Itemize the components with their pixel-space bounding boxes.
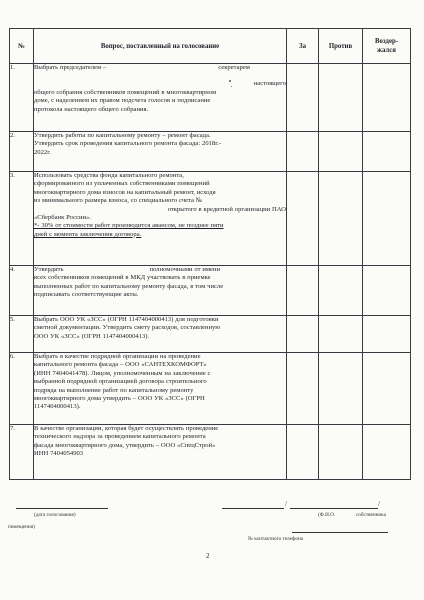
vote-abstain-cell[interactable]: [363, 316, 411, 353]
fio-line[interactable]: [290, 508, 378, 509]
phone-line[interactable]: [292, 532, 388, 533]
question-line: многоквартирного дома взносов на капитальный ремонт, исходя: [34, 188, 216, 196]
row-number: 2.: [10, 132, 34, 172]
header-number: №: [10, 29, 34, 64]
signature-line[interactable]: [222, 508, 284, 509]
vote-for-cell[interactable]: [287, 132, 319, 172]
table-row: [10, 64, 411, 132]
question-line: подписывать соответствующие акты.: [34, 291, 139, 299]
header-abstain-line1: Воздер-: [374, 38, 399, 45]
date-line[interactable]: [16, 508, 108, 509]
row-number: 6.: [10, 353, 34, 425]
date-label: (дата голосования): [34, 512, 76, 518]
vote-for-cell[interactable]: [287, 316, 319, 353]
row-number: 5.: [10, 316, 34, 353]
separator-2: /: [378, 500, 380, 508]
fio-label: (Ф.И.О.: [318, 512, 336, 518]
vote-against-cell[interactable]: [319, 132, 363, 172]
question-text: [34, 132, 287, 172]
question-text: [34, 316, 287, 353]
question-line: (ИНН 7404041478). Лицом, уполномоченным на заключение с: [34, 369, 211, 377]
scan-speck: [229, 80, 231, 82]
separator-1: /: [285, 500, 287, 508]
scan-speck: [231, 86, 232, 87]
row-number: 1.: [10, 64, 34, 132]
question-line: «Сбербанк России».: [34, 214, 91, 222]
question-line: Утвердить срок проведения капитального ремонта фасада: 2018г.-: [34, 140, 222, 148]
vote-abstain-cell[interactable]: [363, 353, 411, 425]
table-row: [10, 425, 411, 480]
question-text: [34, 353, 287, 425]
question-line: настоящего: [253, 80, 286, 88]
question-line: Выбрать председателем – секретарем: [34, 64, 250, 71]
header-question: Вопрос, поставленный на голосование: [34, 29, 287, 64]
vote-abstain-cell[interactable]: [363, 266, 411, 316]
vote-abstain-cell[interactable]: [363, 64, 411, 132]
question-line: доме, с наделением их правом подсчета голосов и подписание: [34, 97, 211, 105]
table-row: [10, 132, 411, 172]
question-line: открытого в кредитной организации ПАО: [167, 205, 286, 213]
question-line: сформированного из уплаченных собственниками помещений: [34, 180, 210, 188]
question-text: [34, 172, 287, 266]
vote-against-cell[interactable]: [319, 172, 363, 266]
table-header-row: [10, 29, 411, 64]
vote-for-cell[interactable]: [287, 353, 319, 425]
vote-for-cell[interactable]: [287, 266, 319, 316]
question-line: многоквартирного дома утвердить – ООО УК «ЗСС» (ОГРН: [34, 395, 205, 403]
question-line: Использовать средства фонда капитального ремонта,: [34, 172, 184, 179]
header-against: Против: [319, 29, 363, 64]
vote-against-cell[interactable]: [319, 266, 363, 316]
question-line: фасада многоквартирного дома, утвердить – ООО «СпецСтрой»: [34, 441, 216, 449]
table-row: [10, 316, 411, 353]
question-line: 2022г.: [34, 148, 51, 156]
question-line: подряда на выполнение работ по капитальному ремонту: [34, 386, 194, 394]
page-number: 2: [206, 552, 210, 560]
header-for: За: [287, 29, 319, 64]
vote-for-cell[interactable]: [287, 172, 319, 266]
question-line: Утвердить полномочными от имени: [34, 266, 221, 273]
question-line: протокола настоящего общего собрания.: [34, 105, 149, 113]
header-abstain-line2: жался: [377, 47, 396, 54]
question-line: выбранной подрядной организацией договора строительного: [34, 378, 207, 386]
question-line: *- 30% от стоимости работ производится авансом, не позднее пяти: [34, 222, 224, 230]
question-line: выполненных работ по капитальному ремонту фасада, в том числе: [34, 282, 224, 290]
question-line: капитального ремонта фасада – ООО «САНТЕХКОМФОРТ»: [34, 361, 207, 369]
vote-abstain-cell[interactable]: [363, 425, 411, 480]
question-line: ООО УК «ЗСС» (ОГРН 1147404000413).: [34, 332, 150, 340]
vote-for-cell[interactable]: [287, 425, 319, 480]
question-line: Утвердить работы по капитальному ремонту – ремонт фасада.: [34, 132, 211, 139]
row-number: 7.: [10, 425, 34, 480]
phone-label: № контактного телефона: [248, 536, 304, 542]
question-text: [34, 425, 287, 480]
question-line: Выбрать в качестве подрядной организации на проведение: [34, 353, 201, 360]
question-line: 1147404000413).: [34, 403, 81, 411]
question-line: В качестве организации, которая будет осуществлять проведение: [34, 425, 219, 432]
vote-against-cell[interactable]: [319, 64, 363, 132]
vote-against-cell[interactable]: [319, 425, 363, 480]
table-row: [10, 353, 411, 425]
voting-table: [9, 28, 411, 480]
premises-label: помещения): [8, 524, 35, 530]
question-line: из минимального размера взноса, со специального счета №: [34, 197, 203, 205]
question-line: сметной документации. Утвердить смету расходов, составленную: [34, 324, 221, 332]
question-line: всех собственников помещений в МКД участвовать в приемке: [34, 274, 211, 282]
header-abstain: [363, 29, 411, 64]
row-number: 4.: [10, 266, 34, 316]
table-row: [10, 172, 411, 266]
question-line: общего собрания собственников помещений в многоквартирном: [34, 88, 217, 96]
vote-against-cell[interactable]: [319, 316, 363, 353]
vote-against-cell[interactable]: [319, 353, 363, 425]
question-line: ИНН 7404054903: [34, 450, 84, 458]
owner-label: собственника: [356, 512, 386, 518]
row-number: 3.: [10, 172, 34, 266]
vote-abstain-cell[interactable]: [363, 172, 411, 266]
vote-abstain-cell[interactable]: [363, 132, 411, 172]
vote-for-cell[interactable]: [287, 64, 319, 132]
question-line: технического надзора за проведением капитального ремонта: [34, 433, 206, 441]
question-text: [34, 266, 287, 316]
question-line: дней с момента заключения договора.: [34, 230, 142, 238]
table-row: [10, 266, 411, 316]
question-text: [34, 64, 287, 132]
question-line: Выбрать ООО УК «ЗСС» (ОГРН 1147404000413) для подготовки: [34, 316, 219, 323]
